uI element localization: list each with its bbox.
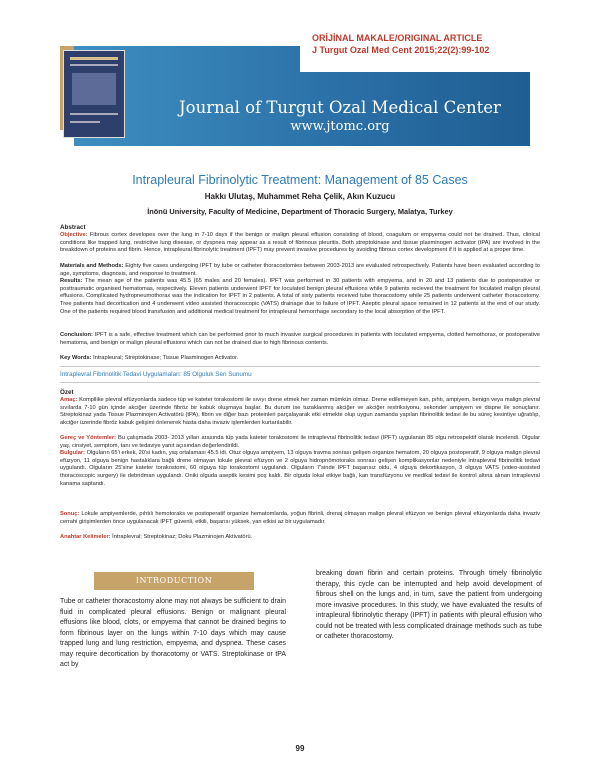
abstract-results: Results: The mean age of the patients was 45.5 (65 males and 20 females). IPFT was performed in 30 patients with empyema, and in 20 and 13 patients due to postoperative or posttraumatic organised hematomas, respectively. Eleven patients underwent IPFT for loculated benign pleural effusions while 9 patients recieved the treatment for loculated malign pleural effusions. Complicated hydropneumothorax was the indication for IPFT in 2 patients. A total of sixty patients received tube thoracostomy while 25 patients underwent catheter thoracostomy. Tree patients had decortication and 4 underwent video assisted thoracoscopic (VATS) drainage due to failure of IPFT. Aseptic pleural space remained in 12 patients at the end of our study. One of the patients required blood transfusion and additional medical treatment for intrapleural hemorrhage secondary to the local absorption of the IPFT.: [60, 278, 541, 315]
page-number: 99: [295, 744, 305, 753]
article-title: Intrapleural Fibrinolytic Treatment: Management of 85 Cases: [132, 173, 468, 187]
journal-url[interactable]: www.jtomc.org: [290, 119, 390, 134]
article-type-label: ORİJİNAL MAKALE/ORIGINAL ARTICLE: [312, 33, 483, 43]
ozet-gerec: Gereç ve Yöntemler: Bu çalışmada 2003- 2013 yılları arasında tüp yada kateter torakostomi ile intraplevral fibrinolitik tedavi (IPFT) uygulanan 85 olgu retrospektif olarak incelendi. Olgular yaş, cinsiyet, semptom, tanı ve tedaviye yanıt açısından değerlendirildi.: [60, 435, 540, 449]
abstract-objective: Objective: Fibrous cortex developes over the lung in 7-10 days if the benign or malign pleural effusion consisting of blood, coagulum or empyema could not be drained. Thus, clinical conditions like trapped lung, restrictive lung disease, or dyspnea may appear as a result of fibrinous pleuritis. Both streptokinase and tissue plasminogen activator (tPA) are involved in the breakdown of proteins and fibrin. Hence, intrapleural fibrinolytic treatment (IPFT) may prevent invasive procedures by avoiding fibrous cortex development if it is applied at a proper time.: [60, 232, 540, 254]
article-authors: Hakkı Ulutaş, Muhammet Reha Çelik, Akın Kuzucu: [204, 192, 396, 201]
journal-cover-thumbnail: [63, 50, 125, 138]
turkish-title-divider: [60, 382, 540, 383]
introduction-right-column: breaking down fibrin and certain proteins. Through timely fibrinolytic therapy, this cycle can be interrupted and help avoid development of fibrous shell on the lungs and, in turn, save the patient from undergoing more invasive procedures. In this study, we have evaluated the results of intrapleural fibrinolytic therapy (IPFT) in patients with pleural effusion who could not be treated with less complicated drainage methods such as tube or catheter thoracostomy.: [316, 570, 542, 640]
turkish-title: İntraplevral Fibrinolitik Tedavi Uygulamaları: 85 Olguluk Seri Sunumu: [60, 371, 252, 378]
article-affiliation: İnönü University, Faculty of Medicine, Department of Thoracic Surgery, Malatya, Turkey: [147, 207, 453, 216]
ozet-heading: Özet: [60, 389, 74, 396]
abstract-keywords: Key Words: Intrapleural; Streptokinase; Tissue Plasminogen Activator.: [60, 355, 239, 361]
abstract-divider: [60, 366, 540, 367]
abstract-heading: Abstract: [60, 224, 86, 231]
ozet-bulgular: Bulgular: Olguların 65'i erkek, 20'si kadın, yaş ortalaması 45.5 idi. Otuz olguya ampiyem, 13 olguya travma sonrası gelişen organize hematom, 20 olguya postoperatif, 9 olguya malign plevral efüzyon, 11 olguya benign hastalıklara bağlı drene olmayan lokule plevral efüzyon ve 2 olguya hidropnömotoraks sonrası gelişen komplikasyonlar nedeniyle intraplevral fibrinolitik tedavi uygulandı. Olguların 25'sine kateter torakostomi, 60 olguya tüp torakostomi uygulandı. Olguların 7'sinde IPFT başarısız oldu, 4 olguya dekortikasyon, 3 olguya VATS (video-assisted thoracoscopic surgery) ile debridman uygulandı. Oniki olguda aseptik kesimi poş kaldı. Bir olguda lokal etkiye bağlı, kan transfüzyonu ve medikal tedavi ile kontrol altına alınan intraplevral kanama saptandı.: [60, 450, 540, 487]
introduction-heading: INTRODUCTION: [94, 572, 254, 590]
ozet-amac: Amaç: Kompllike plevral efüzyonlarda sadece tüp ve kateter torakostomi ile sıvıyı drene etmek her zaman mümkün olmaz. Drene edilemeyen kan, pıhtı, ampiyem, benign veya malign plevral sıvılarda 7-10 gün içinde akciğer üzerinde fibröz bir kabuk oluşmaya başlar. Bu durum ise tuzaklanmış akciğer ve akciğer restriksiyonu, sekonder ampiyem ve dispne ile sonuçlanır. Streptokinaz yada Tissue Plazminojen Activatörü (tPA), fibrin ve diğer bazı proteinleri parçalayarak etki etmekte olup uygun zamanda yapılan fibrinolitik tedavi ile bu süreç kesintiye uğratılıp, akciğer üzerinde fibröz kabuk gelişimi önlenerek hasta daha invaziv işlemlerden kurtarılabilir.: [60, 397, 540, 426]
abstract-conclusion: Conclusion: IPFT is a safe, effective treatment which can be performed prior to much invasive surgical procedures in patients with loculated empyema, clotted hemothorax, or postoperative hematoma, and benign or malign pleural effusions which can not be drained due to high fibrinous contents.: [60, 332, 540, 346]
journal-name: Journal of Turgut Ozal Medical Center: [179, 98, 501, 117]
ozet-sonuc: Sonuç: Lokule ampiyemlerde, pıhtılı hemotoraks ve postoperatif organize hematomlarda, yoğun fibrinli, drenaj olmayan malign plevral efüzyon ve benign plevral efüzyonlarda daha invaziv cerrahi girişimlerden önce uygulanacak IPFT güvenli, etkili, başarısı yüksek, yan etkisi az bir uygulamadır.: [60, 511, 540, 525]
ozet-anahtar: Anahtar Kelimeler: İntraplevral; Streptokinaz; Doku Plazminojen Aktivatörü.: [60, 534, 253, 540]
introduction-left-column: Tube or catheter thoracostomy alone may not always be sufficient to drain fluid in complicated pleural effusions. Benign or malignant pleural effusions like blood, clots, or empyema that cannot be drained begins to form fibrinous layer on the lungs within 7-10 days which may cause trapped lung and lung restriction, empyema, and dyspnea. These cases may require decortication by thoracotomy or VATS. Streptokinase or tPA act by: [60, 598, 286, 668]
abstract-methods: Materials and Methods: Eighty five cases undergoing IPFT by tube or catheter thoracostomies between 2003-2013 are evaluated retrospectively. Patients have been evaluated according to age, symptoms, diagnosis, and response to treatment.: [60, 263, 540, 277]
citation-label: J Turgut Ozal Med Cent 2015;22(2):99-102: [312, 45, 490, 55]
